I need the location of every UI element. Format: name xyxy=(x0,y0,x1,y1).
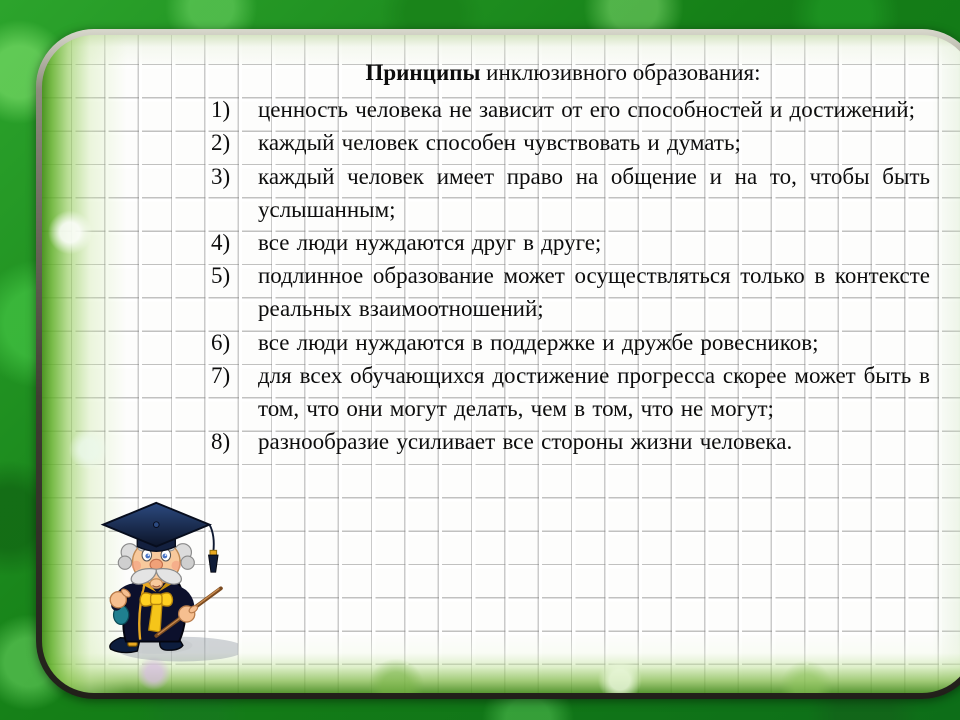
list-item xyxy=(196,425,930,458)
list-item-text: ценность человека не зависит от его способностей и достижений; xyxy=(258,97,915,123)
slide-title xyxy=(196,56,930,89)
list-item-number: 5) xyxy=(211,263,231,289)
list-item-number: 3) xyxy=(211,163,231,189)
list-item-text: все люди нуждаются в поддержке и дружбе ровесников; xyxy=(258,329,819,355)
list-item xyxy=(196,326,930,359)
slide-content xyxy=(196,56,930,458)
principles-list xyxy=(196,93,930,458)
list-item-text: разнообразие усиливает все стороны жизни человека. xyxy=(258,429,793,455)
list-item-text: все люди нуждаются друг в друге; xyxy=(258,230,602,256)
list-item-text: для всех обучающихся достижение прогресса скорее может быть в том, что они могут делать, чем в том, что не могут; xyxy=(258,362,930,422)
list-item-text: каждый человек имеет право на общение и на то, чтобы быть услышанным; xyxy=(258,163,930,222)
title-emphasis: Принципы xyxy=(365,60,481,85)
list-item xyxy=(196,126,930,159)
title-rest: инклюзивного образования: xyxy=(480,60,761,85)
list-item-text: каждый человек способен чувствовать и думать; xyxy=(258,130,741,156)
professor-illustration xyxy=(86,497,238,673)
list-item-number: 2) xyxy=(211,130,231,156)
list-item-number: 8) xyxy=(211,429,231,455)
list-item-number: 1) xyxy=(211,97,231,123)
list-item-text: подлинное образование может осуществляться только в контексте реальных взаимоотношений; xyxy=(258,263,930,322)
list-item xyxy=(196,93,930,126)
list-item xyxy=(196,226,930,259)
list-item-number: 4) xyxy=(211,230,231,256)
list-item xyxy=(196,160,930,226)
list-item-number: 7) xyxy=(211,362,231,388)
list-item xyxy=(196,359,930,425)
list-item xyxy=(196,259,930,325)
list-item-number: 6) xyxy=(211,329,231,355)
